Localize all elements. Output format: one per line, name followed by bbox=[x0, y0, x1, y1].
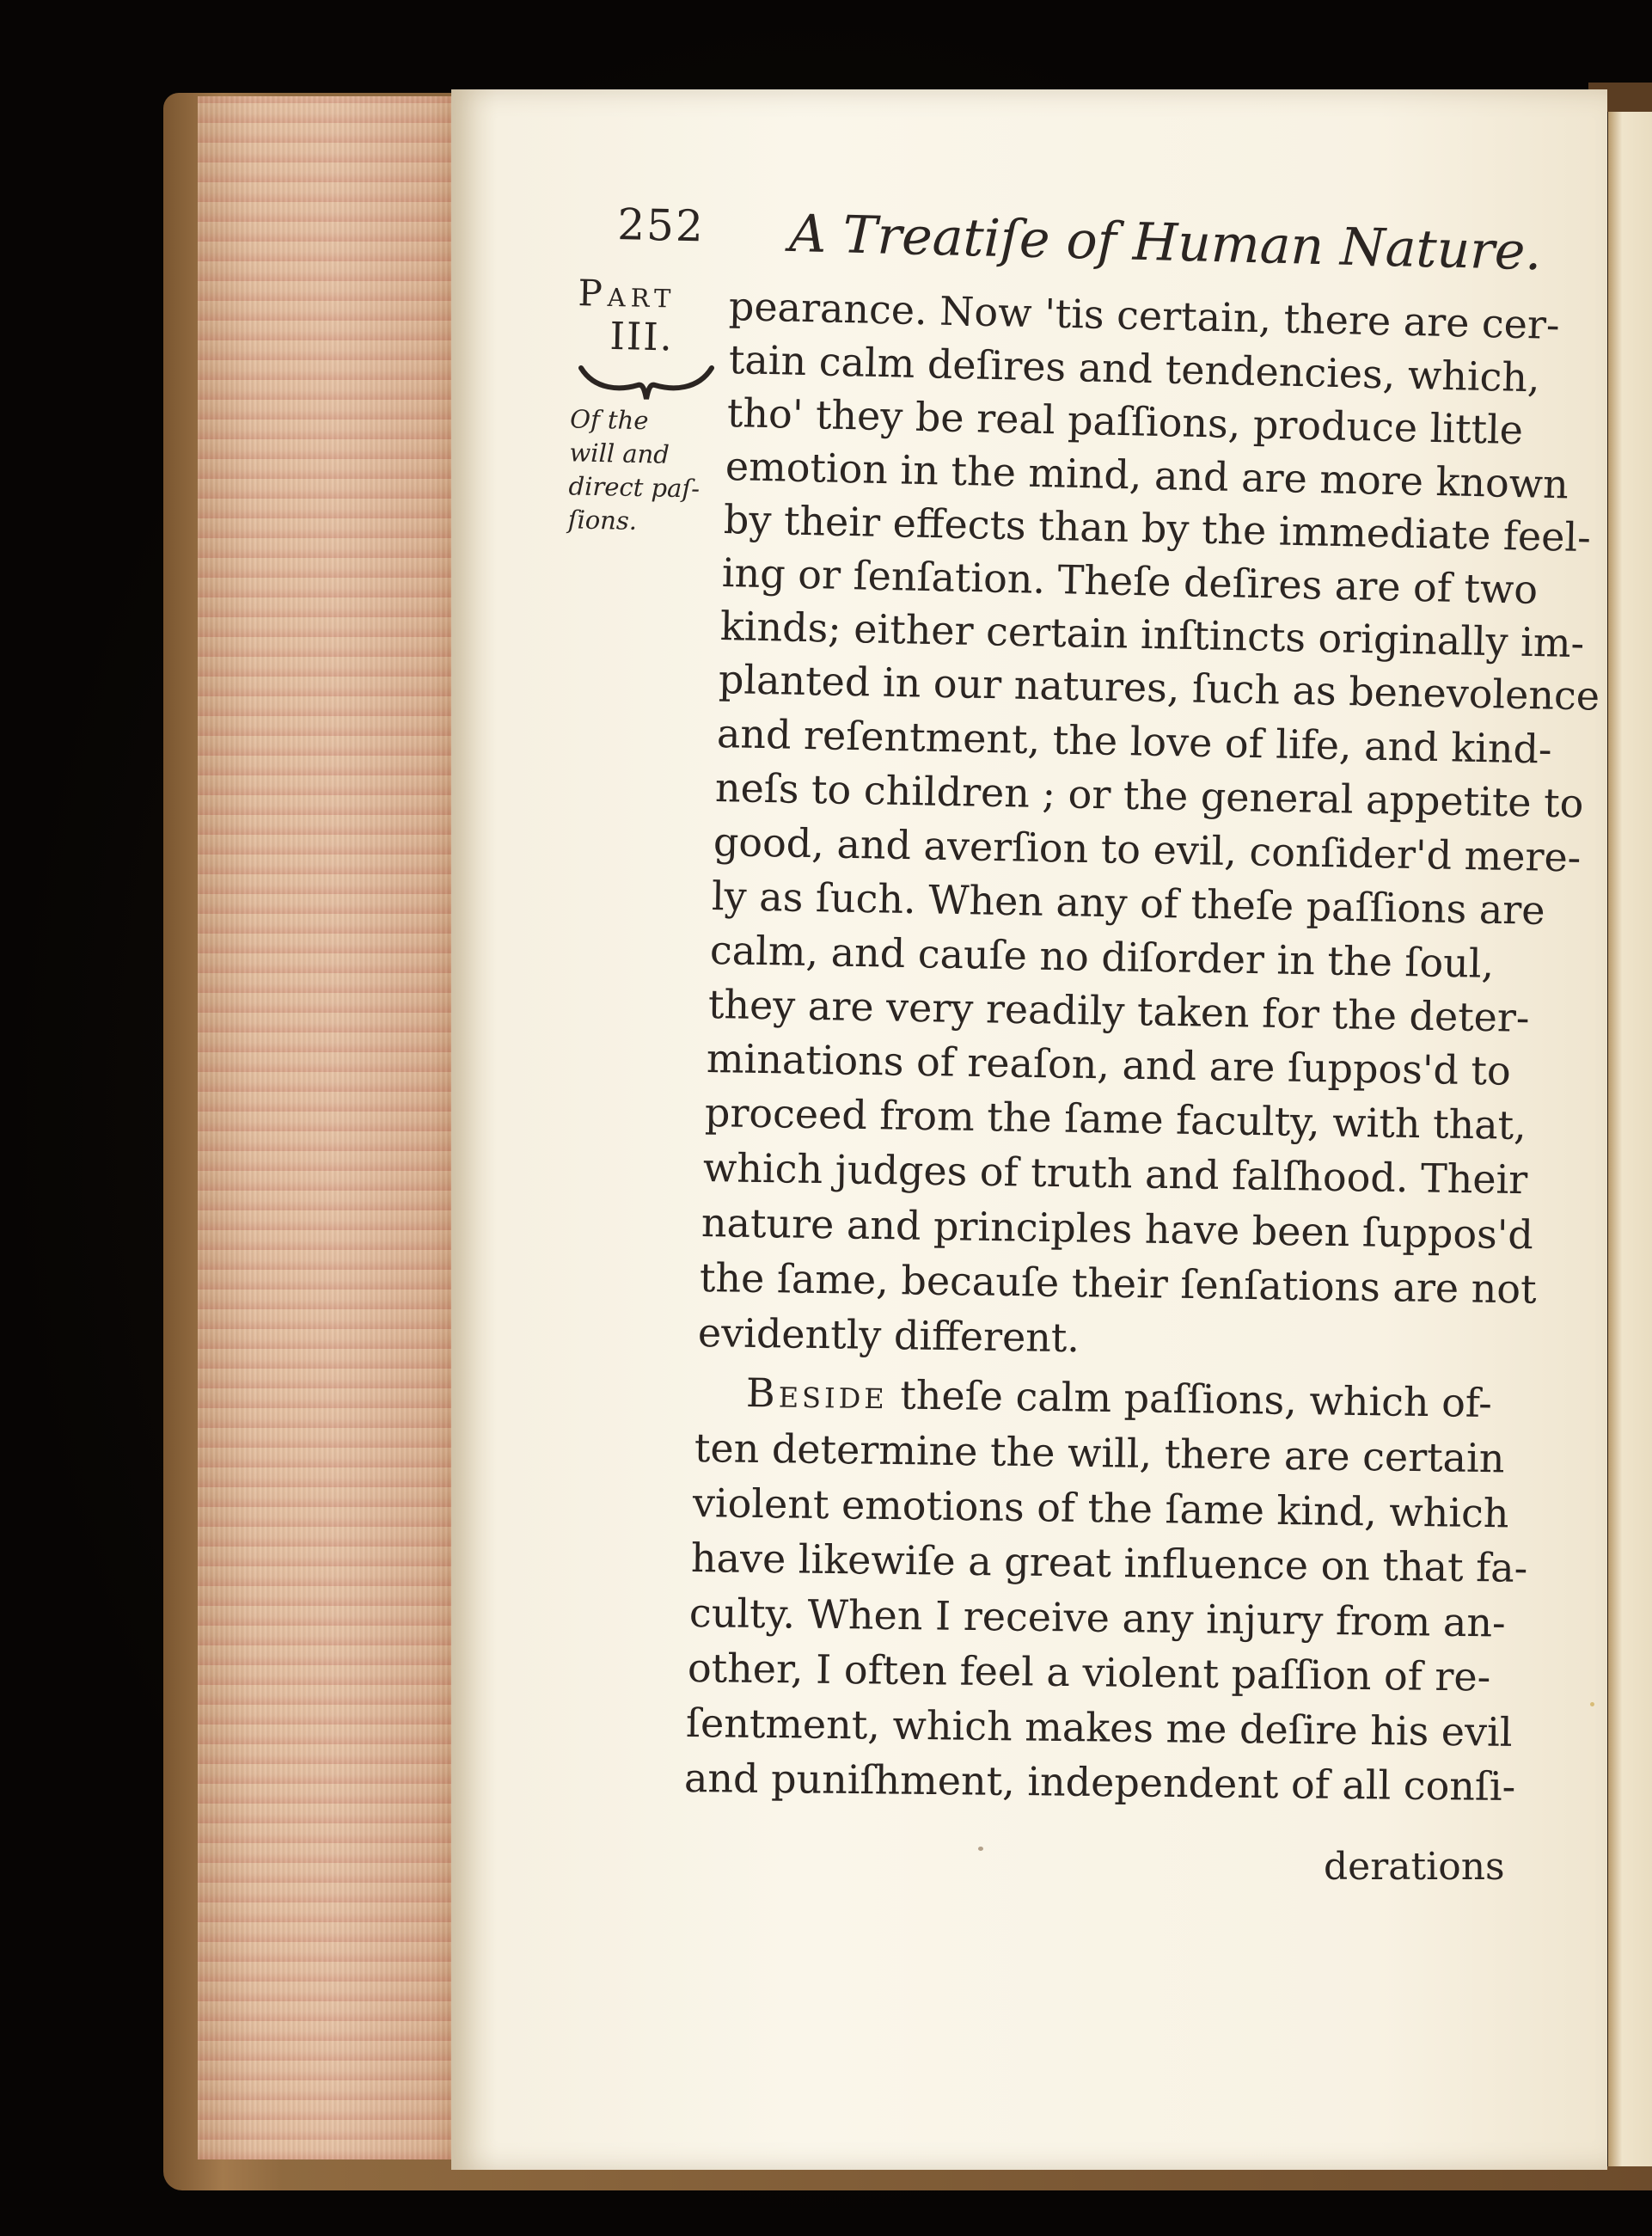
body-line: tho' they be real paſſions, produce little bbox=[726, 389, 1524, 454]
margin-note-line: ſions. bbox=[567, 505, 638, 536]
body-line: minations of reaſon, and are ſuppos'd to bbox=[706, 1035, 1512, 1094]
body-line: the ſame, becauſe their ſenſations are not bbox=[699, 1254, 1537, 1313]
body-line: other, I often feel a violent paſſion of re- bbox=[687, 1645, 1491, 1700]
body-line: and puniſhment, independent of all conſi- bbox=[683, 1755, 1516, 1810]
body-line: planted in our natures, ſuch as benevolence bbox=[718, 656, 1600, 720]
body-line: emotion in the mind, and are more known bbox=[725, 443, 1569, 508]
body-line: ſentment, which makes me deſire his evil bbox=[685, 1700, 1513, 1755]
body-line: by their effects than by the immediate feel- bbox=[723, 496, 1592, 561]
margin-part-heading bbox=[577, 272, 733, 361]
page-fore-edge bbox=[198, 96, 473, 2159]
part-number: III. bbox=[609, 314, 675, 360]
margin-note-line: direct paſ- bbox=[568, 471, 701, 504]
body-line: calm, and cauſe no diſorder in the ſoul, bbox=[709, 927, 1495, 987]
body-line: ing or ſenſation. Theſe deſires are of two bbox=[721, 549, 1539, 613]
body-line: nature and principles have been ſuppos'd bbox=[701, 1199, 1534, 1259]
part-label: Part bbox=[578, 272, 676, 316]
paper-speck bbox=[978, 1847, 983, 1851]
brace-ornament bbox=[578, 359, 715, 402]
body-line: tain calm deſires and tendencies, which, bbox=[728, 336, 1541, 401]
body-line: pearance. Now 'tis certain, there are cer- bbox=[728, 283, 1561, 348]
margin-note-line: Of the bbox=[569, 404, 649, 436]
body-line: ten determine the will, there are certain bbox=[694, 1424, 1505, 1482]
body-line: proceed from the ſame faculty, with that, bbox=[704, 1089, 1527, 1149]
body-line: have likewiſe a great influence on that fa- bbox=[690, 1535, 1528, 1591]
margin-note-line: will and bbox=[569, 438, 670, 469]
next-page-sliver bbox=[1606, 112, 1652, 2166]
body-line-rest: theſe calm paſſions, which of- bbox=[887, 1371, 1493, 1427]
body-line: and reſentment, the love of life, and kind- bbox=[716, 710, 1553, 773]
margin-note bbox=[567, 402, 707, 539]
body-line: kinds; either certain inſtincts originally im- bbox=[719, 603, 1585, 667]
catchword: derations bbox=[1324, 1845, 1505, 1889]
page-number: 252 bbox=[616, 199, 706, 252]
running-title: A Treatiſe of Human Nature. bbox=[788, 203, 1543, 283]
body-line: ly as ſuch. When any of theſe paſſions are bbox=[711, 873, 1545, 934]
small-caps-lead: Beside bbox=[745, 1369, 889, 1418]
body-line: culty. When I receive any injury from an- bbox=[688, 1590, 1506, 1646]
body-line: violent emotions of the ſame kind, which bbox=[692, 1479, 1509, 1537]
body-line: which judges of truth and falſhood. Their bbox=[702, 1144, 1528, 1204]
paper-speck bbox=[1590, 1702, 1594, 1706]
body-line: good, and averſion to evil, conſider'd mere- bbox=[713, 818, 1582, 881]
body-line: evidently different. bbox=[697, 1309, 1080, 1362]
body-line: neſs to children ; or the general appetite to bbox=[714, 764, 1584, 827]
body-line: they are very readily taken for the deter- bbox=[707, 981, 1530, 1041]
